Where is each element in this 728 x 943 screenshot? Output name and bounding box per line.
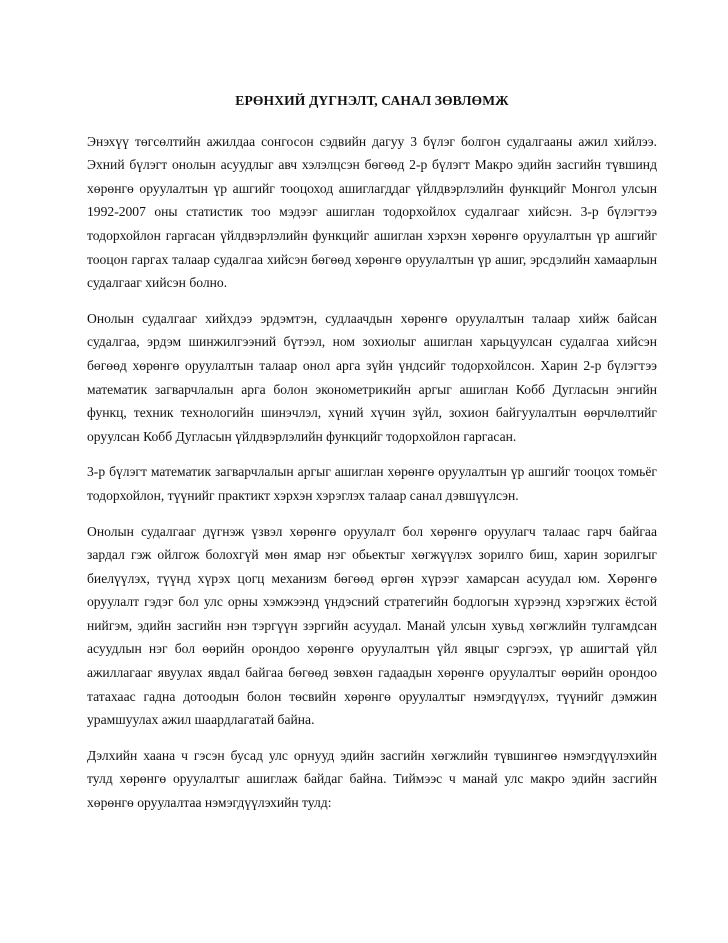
paragraph-3: 3-р бүлэгт математик загварчлалын аргыг ашиглан хөрөнгө оруулалтын үр ашгийг тооцох томьёг тодорхойлон, түүнийг практикт хэрхэн хэрэглэх талаар санал дэвшүүлсэн. xyxy=(87,464,657,503)
document-page xyxy=(87,89,657,827)
document-title: ЕРӨНХИЙ ДҮГНЭЛТ, САНАЛ ЗӨВЛӨМЖ xyxy=(235,93,509,108)
paragraph-1: Энэхүү төгсөлтийн ажилдаа сонгосон сэдвийн дагуу 3 бүлэг болгон судалгааны ажил хийлээ. Эхний бүлэгт онолын асуудлыг авч хэлэлцсэн бөгөөд 2-р бүлэгт Макро эдийн засгийн түвшинд хөрөнгө оруулалтын үр ашгийг тооцоход ашиглагддаг үйлдвэрлэлийн функцийг Монгол улсын 1992-2007 оны статистик тоо мэдээг ашиглан тодорхойлох судалгааг хийсэн. 3-р бүлэгтээ тодорхойлон гаргасан үйлдвэрлэлийн функцийг ашиглан хэрхэн хөрөнгө оруулалтын үр ашгийг тооцон гаргах талаар судалгаа хийсэн бөгөөд хөрөнгө оруулалтын үр ашиг, эрсдэлийн хамаарлын судалгааг хийсэн болно. xyxy=(87,133,657,291)
paragraph-2: Онолын судалгааг хийхдээ эрдэмтэн, судлаачдын хөрөнгө оруулалтын талаар хийж байсан судалгаа, эрдэм шинжилгээний бүтээл, ном зохиолыг ашиглан харьцуулсан судалгаа хийсэн бөгөөд хөрөнгө оруулалтын талаар онол арга зүйн үндсийг тодорхойлсон. Харин 2-р бүлэгтээ математик загварчлалын арга болон эконометрикийн аргыг ашиглан Кобб Дугласын энгийн функц, техник технологийн шинэчлэл, хүний хүчин зүйл, зохион байгуулалтын өөрчлөлтийг оруулсан Кобб Дугласын үйлдвэрлэлийн функцийг тодорхойлон гаргасан. xyxy=(87,310,657,444)
paragraph-5: Дэлхийн хаана ч гэсэн бусад улс орнууд эдийн засгийн хөгжлийн түвшингөө нэмэгдүүлэхийн тулд хөрөнгө оруулалтыг ашиглаж байдаг байна. Тиймээс ч манай улс макро эдийн засгийн хөрөнгө оруулалтаа нэмэгдүүлэхийн тулд: xyxy=(87,747,657,811)
paragraph-4: Онолын судалгааг дүгнэж үзвэл хөрөнгө оруулалт бол хөрөнгө оруулагч талаас гарч байгаа зардал гэж ойлгож болохгүй мөн ямар нэг обьектыг хөгжүүлэх зорилго биш, харин зорилгыг биелүүлэх, түүнд хүрэх цогц механизм бөгөөд өргөн хүрээг хамарсан асуудал юм. Хөрөнгө оруулалт гэдэг бол улс орны хэмжээнд үндэсний стратегийн бодлогын хүрээнд хэрэгжих ёстой нийгэм, эдийн засгийн нэн тэргүүн зэргийн асуудал. Манай улсын хувьд хөгжлийн тулгамдсан асуудлын нэг бол өөрийн орондоо хөрөнгө оруулалтын үйл явцыг сэргээх, үр ашигтай үйл ажиллагааг явуулах явдал байгаа бөгөөд зөвхөн гадаадын хөрөнгө оруулалтыг өөрийн орондоо татахаас гадна дотоодын болон төсвийн хөрөнгө оруулалтыг нэмэгдүүлэх, түүнийг дэмжин урамшуулах ажил шаардлагатай байна. xyxy=(87,523,657,728)
